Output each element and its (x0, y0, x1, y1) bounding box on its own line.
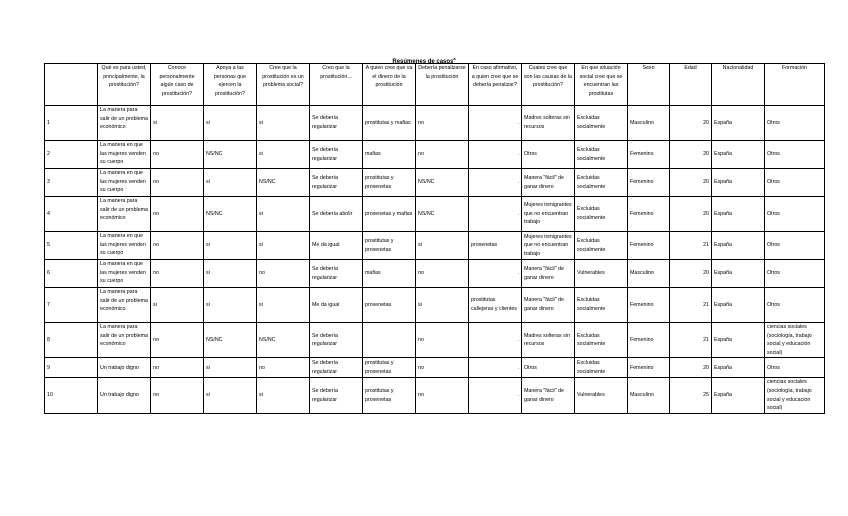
table-cell: no (151, 378, 204, 413)
row-index: 2 (45, 141, 98, 169)
table-cell: si (204, 169, 257, 197)
table-cell: proxenetas y mafias (363, 197, 416, 232)
table-cell: 20 (670, 141, 712, 169)
table-cell: si (257, 288, 310, 323)
table-cell: España (712, 106, 765, 141)
table-cell: Otros (522, 141, 575, 169)
table-cell: mafias (363, 260, 416, 288)
table-cell: Excluidas socialmente (575, 358, 628, 378)
table-cell: La manera en que las mujeres venden su cuerpo (98, 232, 151, 260)
table-cell: Vulnerables (575, 260, 628, 288)
table-cell: 20 (670, 106, 712, 141)
table-cell: Excluidas socialmente (575, 141, 628, 169)
table-cell: Excluidas socialmente (575, 288, 628, 323)
table-cell: no (151, 169, 204, 197)
table-cell: La manera para salir de un problema económico (98, 288, 151, 323)
table-cell: Vulnerables (575, 378, 628, 413)
col-header: Debería penalizarse la prostitución (416, 64, 469, 106)
table-cell: Manera "fácil" de ganar dinero (522, 378, 575, 413)
col-header: Nacionalidad (712, 64, 765, 106)
row-index: 1 (45, 106, 98, 141)
table-cell: Femenino (628, 323, 670, 358)
table-row (45, 141, 825, 169)
table-cell: La manera en que las mujeres venden su cuerpo (98, 169, 151, 197)
table-cell: Otros (765, 232, 825, 260)
table-cell: si (204, 358, 257, 378)
table-cell: si (151, 288, 204, 323)
table-cell: Manera "fácil" de ganar dinero (522, 260, 575, 288)
table-cell: Femenino (628, 288, 670, 323)
table-cell: 20 (670, 358, 712, 378)
row-index: 5 (45, 232, 98, 260)
table-cell: Se debería regularizar (310, 141, 363, 169)
table-row (45, 358, 825, 378)
table-cell: Femenino (628, 232, 670, 260)
table-row (45, 232, 825, 260)
row-index: 3 (45, 169, 98, 197)
table-row (45, 378, 825, 413)
table-cell: no (151, 323, 204, 358)
table-cell: Otros (765, 288, 825, 323)
col-header: A quien cree que va el dinero de la prostitución (363, 64, 416, 106)
table-cell: España (712, 358, 765, 378)
table-cell: Masculino (628, 260, 670, 288)
table-cell: prostitutas callejeras y clientes (469, 288, 522, 323)
table-cell: Excluidas socialmente (575, 197, 628, 232)
table-cell: NS/NC (257, 323, 310, 358)
table-cell: . (469, 141, 522, 169)
table-cell: . (469, 169, 522, 197)
table-cell: no (151, 232, 204, 260)
table-cell: . (469, 260, 522, 288)
table-cell: 21 (670, 288, 712, 323)
table-cell: no (151, 260, 204, 288)
header-row (45, 64, 825, 106)
table-cell: Mujeres inmigrantes que no encuentran trabajo (522, 232, 575, 260)
table-cell: no (257, 358, 310, 378)
table-cell: La manera para salir de un problema económico (98, 197, 151, 232)
row-index: 8 (45, 323, 98, 358)
table-cell: La manera para salir de un problema económico (98, 323, 151, 358)
table-cell: Otros (765, 358, 825, 378)
col-header: Edad (670, 64, 712, 106)
table-cell: 21 (670, 323, 712, 358)
row-index: 10 (45, 378, 98, 413)
case-summary-table (44, 63, 825, 414)
table-cell: España (712, 378, 765, 413)
table-cell: Se debería regularizar (310, 106, 363, 141)
row-index: 7 (45, 288, 98, 323)
col-header (45, 64, 98, 106)
table-cell: si (204, 260, 257, 288)
table-cell (363, 323, 416, 358)
table-cell: prostitutas y proxenetas (363, 378, 416, 413)
table-cell: si (204, 288, 257, 323)
table-row (45, 260, 825, 288)
table-cell: España (712, 232, 765, 260)
table-cell: Excluidas socialmente (575, 323, 628, 358)
table-title: Resúmenes de casos$^a$ (392, 56, 456, 65)
table-cell: España (712, 323, 765, 358)
table-cell: La manera para salir de un problema económico (98, 106, 151, 141)
table-cell: NS/NC (416, 197, 469, 232)
table-cell: NS/NC (204, 197, 257, 232)
table-cell: . (469, 106, 522, 141)
table-cell: Se debería regularizar (310, 378, 363, 413)
table-cell: Se debería regularizar (310, 169, 363, 197)
table-cell: si (416, 288, 469, 323)
row-index: 9 (45, 358, 98, 378)
table-cell: ciencias sociales (sociología, trabajo social y educación social) (765, 323, 825, 358)
table-cell: Madres solteras sin recursos (522, 106, 575, 141)
table-cell: si (257, 106, 310, 141)
table-cell: no (416, 358, 469, 378)
table-cell: ciencias sociales (sociología, trabajo social y educación social) (765, 378, 825, 413)
table-cell: no (151, 358, 204, 378)
table-cell: proxenetas (363, 288, 416, 323)
table-cell: Manera "fácil" de ganar dinero (522, 169, 575, 197)
table-cell: 25 (670, 378, 712, 413)
table-cell: España (712, 197, 765, 232)
col-header: Apoya a las personas que ejercen la prostitución? (204, 64, 257, 106)
col-header: Formación (765, 64, 825, 106)
table-cell: NS/NC (416, 169, 469, 197)
col-header: Sexo (628, 64, 670, 106)
table-cell: si (257, 378, 310, 413)
table-cell: Otros (765, 260, 825, 288)
table-row (45, 323, 825, 358)
table-cell: prostitutas y mafias (363, 106, 416, 141)
table-cell: Manera "fácil" de ganar dinero (522, 288, 575, 323)
table-cell: Se debería regularizar (310, 260, 363, 288)
table-cell: España (712, 260, 765, 288)
table-cell: . (469, 378, 522, 413)
table-cell: no (416, 106, 469, 141)
table-cell: Excluidas socialmente (575, 169, 628, 197)
col-header: Cuales cree que son las causas de la prostitución? (522, 64, 575, 106)
table-cell: España (712, 288, 765, 323)
col-header: Qué es para usted, principalmente, la prostitución? (98, 64, 151, 106)
table-cell: Otros (765, 106, 825, 141)
table-cell: Femenino (628, 169, 670, 197)
table-row (45, 169, 825, 197)
table-cell: no (416, 141, 469, 169)
table-cell: Madres solteras sin recursos (522, 323, 575, 358)
table-cell: no (416, 260, 469, 288)
table-cell: no (416, 378, 469, 413)
table-cell: Otros (765, 141, 825, 169)
table-cell: España (712, 141, 765, 169)
table-cell: Se debería regularizar (310, 358, 363, 378)
table-cell: si (257, 197, 310, 232)
row-index: 6 (45, 260, 98, 288)
table-cell: Se debería regularizar (310, 323, 363, 358)
table-cell: Mujeres inmigrantes que no encuentran trabajo (522, 197, 575, 232)
col-header: Creo que la prostitución... (310, 64, 363, 106)
table-cell: si (257, 232, 310, 260)
table-cell: NS/NC (204, 141, 257, 169)
col-header: Conoce personalmente algún caso de prostitución? (151, 64, 204, 106)
table-cell: no (257, 260, 310, 288)
table-cell: España (712, 169, 765, 197)
table-cell: mafias (363, 141, 416, 169)
table-cell: Me da igual (310, 232, 363, 260)
table-cell: si (257, 141, 310, 169)
table-cell: Femenino (628, 358, 670, 378)
table-cell: . (469, 358, 522, 378)
table-cell: NS/NC (204, 323, 257, 358)
table-cell: Excluidas socialmente (575, 106, 628, 141)
col-header: En que situación social cree que se encuentran las prostitutas (575, 64, 628, 106)
col-header: En caso afirmativo, a quien cree que se debería penalizar? (469, 64, 522, 106)
table-cell: 20 (670, 169, 712, 197)
table-cell: Otros (522, 358, 575, 378)
table-cell: no (151, 141, 204, 169)
table-cell: La manera en que las mujeres venden su cuerpo (98, 260, 151, 288)
table-cell: si (151, 106, 204, 141)
table-cell: Excluidas socialmente (575, 232, 628, 260)
table-cell: Un trabajo digno (98, 378, 151, 413)
table-cell: La manera en que las mujeres venden su cuerpo (98, 141, 151, 169)
table-cell: Otros (765, 169, 825, 197)
table-cell: si (204, 106, 257, 141)
table-cell: 20 (670, 260, 712, 288)
table-cell: prostitutas y proxenetas (363, 232, 416, 260)
table-cell: 20 (670, 197, 712, 232)
table-row (45, 106, 825, 141)
table-cell: . (469, 323, 522, 358)
table-cell: si (204, 232, 257, 260)
table-cell: si (204, 378, 257, 413)
table-cell: si (416, 232, 469, 260)
table-cell: prostitutas y proxenetas (363, 169, 416, 197)
table-cell: Me da igual (310, 288, 363, 323)
table-cell: . (469, 197, 522, 232)
table-row (45, 288, 825, 323)
table-cell: Se debería abolir (310, 197, 363, 232)
table-cell: NS/NC (257, 169, 310, 197)
table-cell: prostitutas y proxenetas (363, 358, 416, 378)
row-index: 4 (45, 197, 98, 232)
table-cell: Femenino (628, 141, 670, 169)
table-cell: proxenetas (469, 232, 522, 260)
col-header: Cree que la prostitución es un problema social? (257, 64, 310, 106)
table-cell: Otros (765, 197, 825, 232)
table-cell: Un trabajo digno (98, 358, 151, 378)
table-cell: no (416, 323, 469, 358)
table-cell: Masculino (628, 378, 670, 413)
table-cell: 21 (670, 232, 712, 260)
table-row (45, 197, 825, 232)
table-cell: no (151, 197, 204, 232)
table-cell: Femenino (628, 197, 670, 232)
table-cell: Masculino (628, 106, 670, 141)
